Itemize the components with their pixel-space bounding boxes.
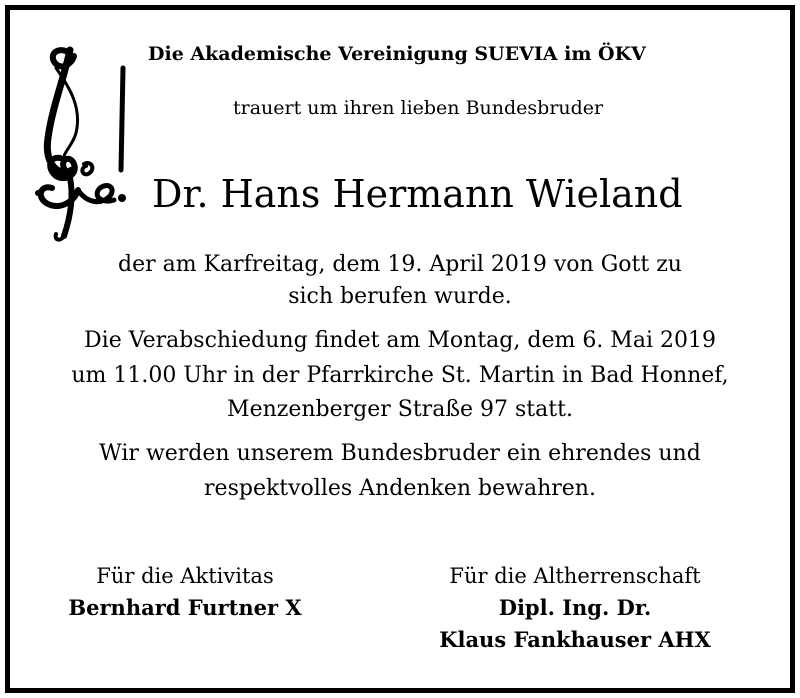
memory-line-1: Wir werden unserem Bundesbruder ein ehrendes und: [99, 441, 701, 466]
deceased-name: Dr. Hans Hermann Wieland: [152, 172, 683, 216]
signature-right: [410, 560, 740, 656]
signature-left: [40, 560, 330, 624]
organization-name: Die Akademische Vereinigung SUEVIA im ÖKV: [148, 43, 646, 65]
death-line-1: der am Karfreitag, dem 19. April 2019 von Gott zu: [118, 252, 682, 277]
memory-line-2: respektvolles Andenken bewahren.: [204, 476, 596, 501]
mourning-statement: trauert um ihren lieben Bundesbruder: [233, 97, 604, 119]
signature-left-label: Für die Aktivitas: [96, 564, 274, 588]
farewell-line-1: Die Verabschiedung findet am Montag, dem 6. Mai 2019: [84, 328, 716, 353]
death-line-2: sich berufen wurde.: [288, 284, 512, 309]
signature-right-name-line-2: Klaus Fankhauser AHX: [439, 627, 711, 652]
farewell-line-3: Menzenberger Straße 97 statt.: [227, 397, 573, 422]
zirkel-icon: [30, 38, 130, 243]
farewell-line-2: um 11.00 Uhr in der Pfarrkirche St. Martin in Bad Honnef,: [71, 363, 729, 388]
signature-left-name: Bernhard Furtner X: [68, 595, 302, 620]
signature-right-label: Für die Altherrenschaft: [449, 564, 701, 588]
signature-right-name-line-1: Dipl. Ing. Dr.: [498, 595, 652, 620]
